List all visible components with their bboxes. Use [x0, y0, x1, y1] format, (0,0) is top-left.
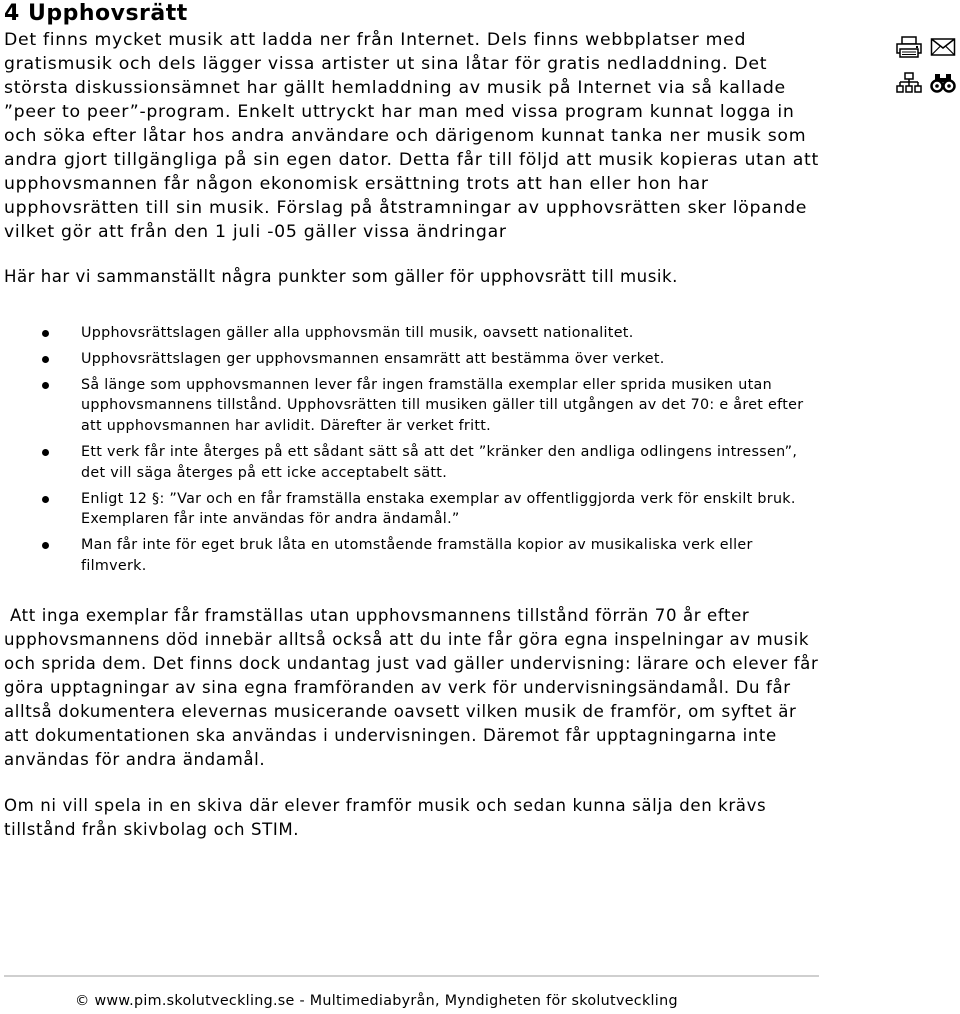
- mail-icon[interactable]: [930, 36, 956, 58]
- list-item-text: Upphovsrättslagen gäller alla upphovsmän till musik, oavsett nationalitet.: [81, 325, 634, 341]
- summary-sentence: Här har vi sammanställt några punkter som gäller för upphovsrätt till musik.: [4, 267, 678, 286]
- rules-list: [4, 323, 819, 577]
- list-item-text: Så länge som upphovsmannen lever får ingen framställa exemplar eller sprida musiken utan upphovsmannens tillstånd. Upphovsrätten till musiken gäller till utgången av det 70: e året efter att upphovsmannen har avlidit. Därefter är verket fritt.: [81, 376, 804, 435]
- bullet-icon: [42, 542, 49, 549]
- bullet-icon: [42, 330, 49, 337]
- print-icon[interactable]: [896, 36, 922, 58]
- page-title: 4 Upphovsrätt: [4, 1, 188, 26]
- search-icon[interactable]: [930, 72, 956, 94]
- list-item: [4, 323, 819, 344]
- list-item: [4, 442, 819, 484]
- page-tools: [896, 36, 960, 96]
- list-item-text: Man får inte för eget bruk låta en utomstående framställa kopior av musikaliska verk eller filmverk.: [81, 537, 753, 574]
- article: [4, 0, 819, 842]
- body-paragraph-recording: Om ni vill spela in en skiva där elever framför musik och sedan kunna sälja den krävs tillstånd från skivbolag och STIM.: [4, 795, 767, 839]
- body-paragraph-teaching: Att inga exemplar får framställas utan upphovsmannens tillstånd förrän 70 år efter upphovsmannens död innebär alltså också att du inte får göra egna inspelningar av musik och sprida dem. Det finns dock undantag just vad gäller undervisning: lärare och elever får göra upptagningar av sina egna framföranden av verk för undervisningsändamål. Du får alltså dokumentera elevernas musicerande oavsett vilken musik de framför, om syftet är att dokumentationen ska användas i undervisningen. Däremot får upptagningarna inte användas för andra ändamål.: [4, 605, 819, 769]
- list-item-text: Enligt 12 §: ”Var och en får framställa enstaka exemplar av offentliggjorda verk för enskilt bruk. Exemplaren får inte användas för andra ändamål.”: [81, 490, 796, 528]
- bullet-icon: [42, 356, 49, 363]
- footer-divider: [4, 975, 819, 977]
- sitemap-icon[interactable]: [896, 72, 922, 94]
- list-item: [4, 489, 819, 531]
- list-item-text: Ett verk får inte återges på ett sådant sätt så att det ”kränker den andliga odlingens intressen”, det vill säga återges på ett icke acceptabelt sätt.: [81, 443, 798, 481]
- intro-paragraph: Det finns mycket musik att ladda ner från Internet. Dels finns webbplatser med gratismusik och dels lägger vissa artister ut sina låtar för gratis nedladdning. Det största diskussionsämnet har gällt hemladdning av musik på Internet via så kallade ”peer to peer”-program. Enkelt uttryckt har man med vissa program kunnat logga in och söka efter låtar hos andra användare och därigenom kunnat tanka ner musik som andra gjort tillgängliga på sin egen dator. Detta får till följd att musik kopieras utan att upphovsmannen får någon ekonomisk ersättning trots att han eller hon har upphovsrätten till sin musik. Förslag på åtstramningar av upphovsrätten sker löpande vilket gör att från den 1 juli -05 gäller vissa ändringar: [4, 30, 819, 242]
- bullet-icon: [42, 382, 49, 389]
- bullet-icon: [42, 496, 49, 503]
- footer-credit: © www.pim.skolutveckling.se - Multimediabyrån, Myndigheten för skolutveckling: [75, 993, 678, 1009]
- list-item: [4, 349, 819, 370]
- list-item: [4, 375, 819, 437]
- list-item: [4, 535, 819, 577]
- list-item-text: Upphovsrättslagen ger upphovsmannen ensamrätt att bestämma över verket.: [81, 350, 665, 367]
- bullet-icon: [42, 449, 49, 456]
